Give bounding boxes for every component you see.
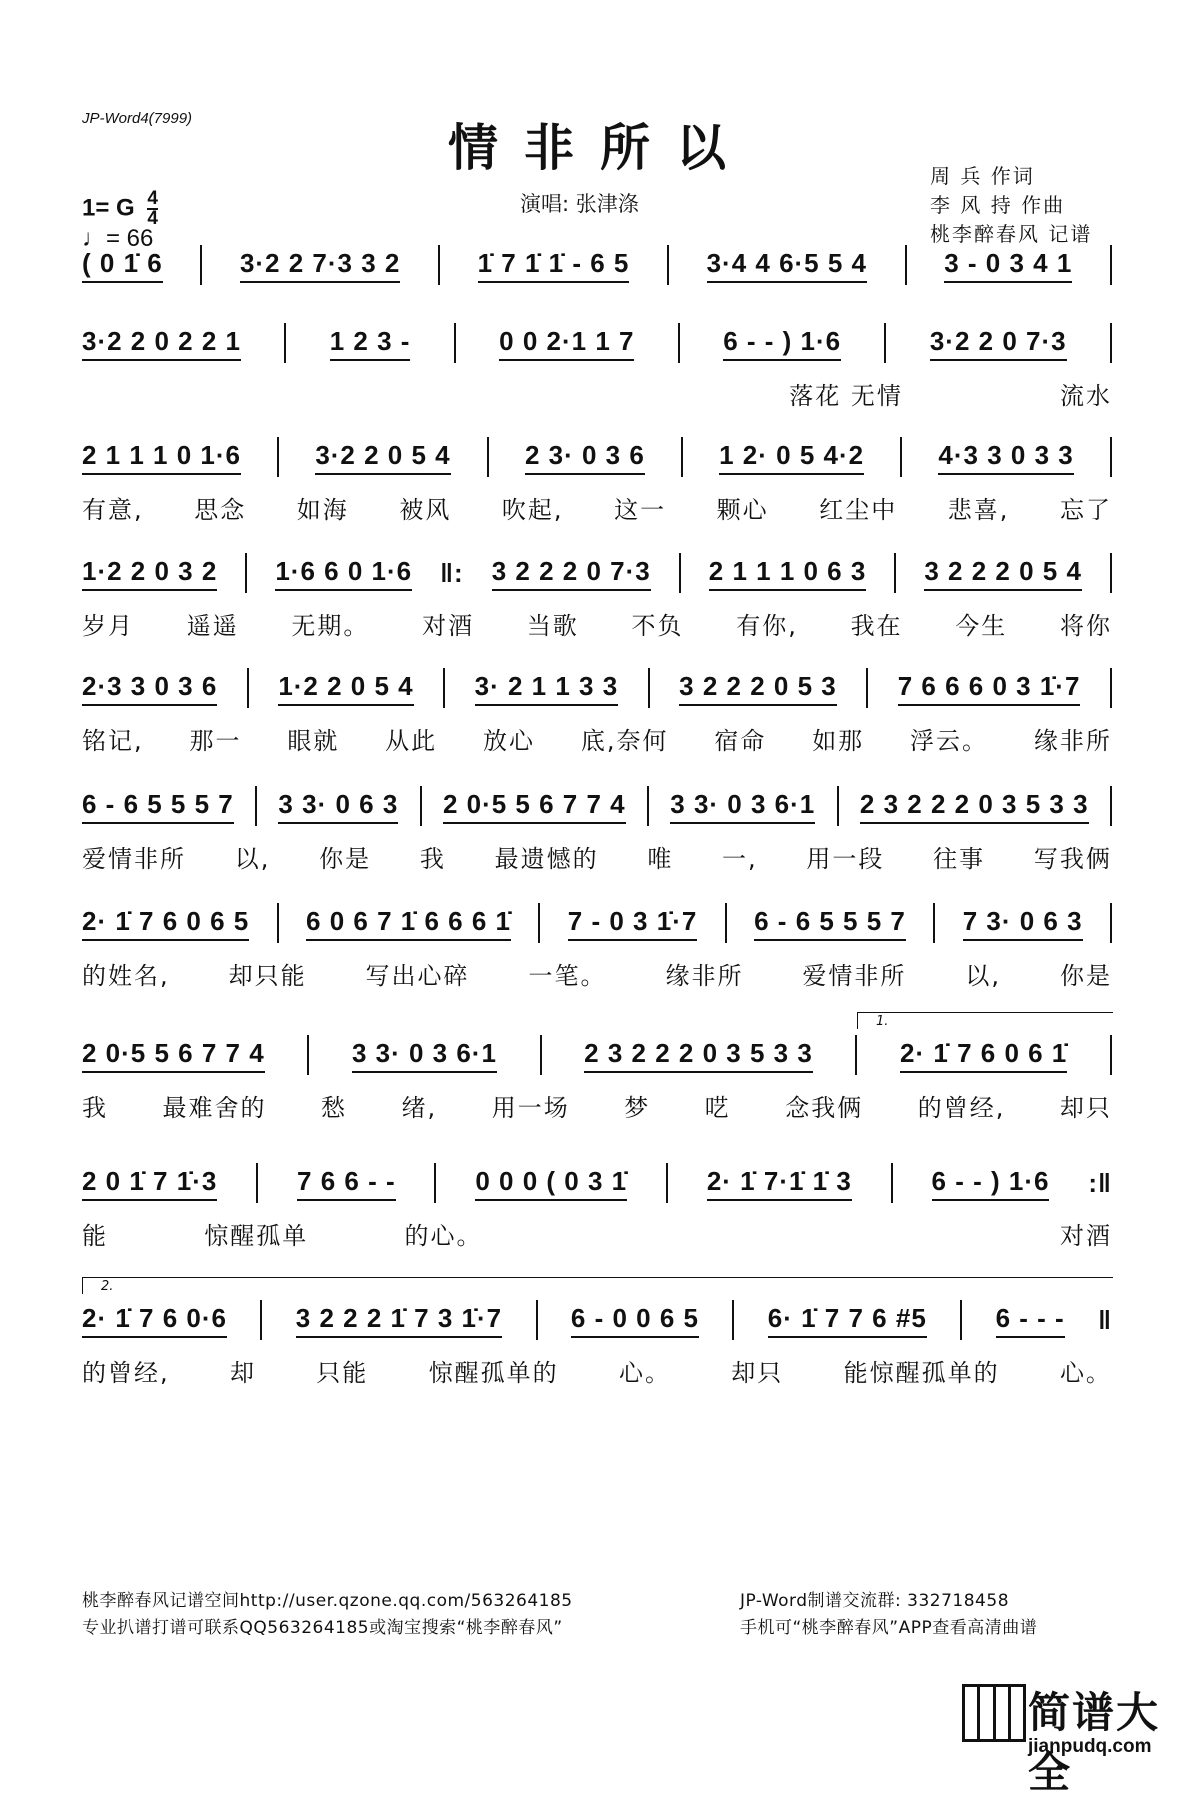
- measure-notes: 6· 1̇ 7 7 6 #5: [768, 1303, 927, 1338]
- measure-notes: 1·2 2 0 5 4: [278, 671, 413, 706]
- measure-notes: 7 6 6 6 0 3 1̇·7: [898, 671, 1081, 706]
- barline: [277, 903, 279, 943]
- barline: [1110, 903, 1112, 943]
- quarter-note-icon: ♩: [82, 225, 106, 252]
- barline: [540, 1035, 542, 1075]
- lyric-word: 写我俩: [1033, 845, 1112, 873]
- measure-notes: 3 - 0 3 4 1: [944, 248, 1072, 283]
- key-signature: [82, 190, 158, 228]
- measure-notes: 2·3 3 0 3 6: [82, 671, 217, 706]
- lyric-word: 的心。: [404, 1222, 483, 1250]
- site-logo: [962, 1680, 1198, 1797]
- lyric-word: 我: [82, 1094, 108, 1122]
- barline: [538, 903, 540, 943]
- barline: [666, 1163, 668, 1203]
- lyric-word: 用一段: [806, 845, 885, 873]
- lyric-word: 爱情非所: [802, 962, 907, 990]
- barline: [900, 437, 902, 477]
- barline: [536, 1300, 538, 1340]
- lyric-word: 的姓名,: [82, 962, 170, 990]
- measure-notes: 7 6 6 - -: [297, 1166, 396, 1201]
- lyric-word: 写出心碎: [365, 962, 470, 990]
- notes-line: [82, 781, 1112, 831]
- barline: [443, 668, 445, 708]
- notes-line: [82, 1030, 1112, 1080]
- software-label: JP-Word4(7999): [82, 110, 193, 127]
- lyric-word: 能惊醒孤单的: [843, 1359, 1000, 1387]
- lyric-word: 被风: [399, 496, 452, 524]
- barline: [725, 903, 727, 943]
- lyric-word: 唯: [647, 845, 674, 873]
- lyric-word: 今生: [955, 612, 1008, 640]
- repeat-barline: :‖: [1088, 1167, 1112, 1198]
- barline: [1110, 437, 1112, 477]
- lyrics-line: [82, 956, 1112, 991]
- lyric-word: 最遗憾的: [494, 845, 599, 873]
- time-top: 4: [147, 188, 158, 209]
- barline: [420, 786, 422, 826]
- measure-notes: 3 2 2 2 0 7·3: [492, 556, 651, 591]
- lyricist-credit: 周 兵 作词: [930, 164, 1035, 188]
- footer-left: [82, 1588, 573, 1642]
- measure-notes: 3 2 2 2 0 5 3: [679, 671, 837, 706]
- lyric-word: 惊醒孤单的: [428, 1359, 559, 1387]
- lyric-word: 我在: [850, 612, 903, 640]
- barline: [1110, 323, 1112, 363]
- measure-notes: 3 3· 0 3 6·1: [670, 789, 815, 824]
- barline: [1110, 668, 1112, 708]
- lyric-word: 缘非所: [1033, 727, 1112, 755]
- measure-notes: 2 0·5 5 6 7 7 4: [82, 1038, 265, 1073]
- lyric-word: 不负: [631, 612, 684, 640]
- lyric-word: 往事: [933, 845, 986, 873]
- barline: [855, 1035, 857, 1075]
- lyric-word: 这一: [614, 496, 667, 524]
- measure-notes: 6 - - ) 1·6: [932, 1166, 1050, 1201]
- measure-notes: 3·2 2 7·3 3 2: [240, 248, 400, 283]
- measure-notes: 3·2 2 0 7·3: [930, 326, 1067, 361]
- notes-line: [82, 1158, 1112, 1208]
- measure-notes: 6 - 0 0 6 5: [571, 1303, 699, 1338]
- lyrics-line: [82, 1216, 1112, 1251]
- barline: [277, 437, 279, 477]
- lyrics-line: [82, 1353, 1112, 1388]
- lyrics-line: [82, 606, 1112, 641]
- measure-notes: 7 - 0 3 1̇·7: [568, 906, 698, 941]
- measure-notes: ( 0 1̇ 6: [82, 248, 163, 283]
- lyric-word: 我: [419, 845, 446, 873]
- lyric-word: 爱情非所: [82, 845, 186, 873]
- lyric-word: 一,: [722, 845, 758, 873]
- lyric-word: 心。: [1059, 1359, 1112, 1387]
- barline: [1110, 786, 1112, 826]
- barline: [438, 245, 440, 285]
- barline: [200, 245, 202, 285]
- lyric-word: 对酒: [422, 612, 475, 640]
- measure-notes: 2 0 1̇ 7 1̇·3: [82, 1166, 217, 1201]
- notes-line: [82, 318, 1112, 368]
- measure-notes: 4·3 3 0 3 3: [938, 440, 1073, 475]
- repeat-barline: ‖: [1098, 1304, 1112, 1335]
- lyric-word: 你是: [319, 845, 372, 873]
- song-title: 情非所以: [448, 118, 752, 177]
- piano-keys-icon: [962, 1684, 1026, 1742]
- lyric-word: 颗心: [716, 496, 769, 524]
- barline: [894, 553, 896, 593]
- lyric-word: 最难舍的: [162, 1094, 267, 1122]
- volta-bracket: [857, 1012, 1113, 1029]
- footer-left-line1: 桃李醉春风记谱空间http://user.qzone.qq.com/563264185: [82, 1591, 573, 1611]
- measure-notes: 3 2 2 2 1̇ 7 3 1̇·7: [296, 1303, 502, 1338]
- time-signature: [147, 190, 158, 228]
- notes-line: [82, 1295, 1112, 1345]
- lyric-word: 缘非所: [665, 962, 744, 990]
- barline: [678, 323, 680, 363]
- lyric-word: 流水: [1060, 382, 1112, 410]
- measure-notes: 1 2 3 -: [330, 326, 411, 361]
- lyric-word: 浮云。: [910, 727, 989, 755]
- notes-line: [82, 898, 1112, 948]
- measure-notes: 6 0 6 7 1̇ 6 6 6 1̇: [306, 906, 511, 941]
- measure-notes: 3 3· 0 3 6·1: [352, 1038, 497, 1073]
- lyric-word: 能: [82, 1222, 108, 1250]
- credits-block: [930, 162, 1092, 249]
- lyric-word: 红尘中: [819, 496, 898, 524]
- lyric-word: 吹起,: [501, 496, 564, 524]
- lyric-word: 一笔。: [528, 962, 607, 990]
- transcriber-credit: 桃李醉春风 记谱: [930, 222, 1093, 246]
- barline: [866, 668, 868, 708]
- lyric-word: 底,奈何: [580, 727, 669, 755]
- lyrics-line: [82, 376, 1112, 411]
- barline: [837, 786, 839, 826]
- barline: [960, 1300, 962, 1340]
- lyric-word: 落花 无情: [789, 382, 903, 410]
- composer-credit: 李 风 持 作曲: [930, 193, 1066, 217]
- lyric-word: 愁: [321, 1094, 348, 1122]
- measure-notes: 0 0 2·1 1 7: [499, 326, 634, 361]
- lyric-word: 只能: [316, 1359, 369, 1387]
- measure-notes: 1·2 2 0 3 2: [82, 556, 217, 591]
- barline: [247, 668, 249, 708]
- lyric-word: 眼就: [287, 727, 340, 755]
- footer-left-line2: 专业扒谱打谱可联系QQ563264185或淘宝搜索“桃李醉春风”: [82, 1618, 563, 1638]
- lyrics-line: [82, 1088, 1112, 1123]
- lyric-word: 如那: [812, 727, 865, 755]
- measure-notes: 2· 1̇ 7·1̇ 1̇ 3: [707, 1166, 852, 1201]
- barline: [647, 786, 649, 826]
- measure-notes: 2 1 1 1 0 1·6: [82, 440, 241, 475]
- barline: [933, 903, 935, 943]
- lyric-word: 有意,: [82, 496, 144, 524]
- footer-right: [740, 1588, 1037, 1642]
- lyric-word: 当歌: [526, 612, 579, 640]
- barline: [434, 1163, 436, 1203]
- barline: [648, 668, 650, 708]
- lyric-word: 你是: [1059, 962, 1112, 990]
- measure-notes: 2· 1̇ 7 6 0·6: [82, 1303, 227, 1338]
- logo-name: 简谱大全: [1028, 1688, 1161, 1797]
- measure-notes: 2 3· 0 3 6: [525, 440, 645, 475]
- barline: [307, 1035, 309, 1075]
- lyric-word: 用一场: [491, 1094, 570, 1122]
- barline: [1110, 1035, 1112, 1075]
- notes-line: [82, 548, 1112, 598]
- lyric-word: 如海: [296, 496, 349, 524]
- lyric-word: 绪,: [401, 1094, 438, 1122]
- repeat-barline: ‖:: [440, 557, 464, 588]
- lyric-word: 遥遥: [186, 612, 239, 640]
- barline: [256, 1163, 258, 1203]
- measure-notes: 3·4 4 6·5 5 4: [707, 248, 867, 283]
- barline: [260, 1300, 262, 1340]
- measure-notes: 6 - 6 5 5 5 7: [754, 906, 906, 941]
- lyric-word: 惊醒孤单: [204, 1222, 309, 1250]
- barline: [1110, 245, 1112, 285]
- measure-notes: 1̇ 7 1̇ 1̇ - 6 5: [478, 248, 630, 283]
- volta-bracket: [82, 1277, 1113, 1294]
- lyric-word: 的曾经,: [82, 1359, 170, 1387]
- measure-notes: 2 0·5 5 6 7 7 4: [443, 789, 626, 824]
- lyric-word: 岁月: [82, 612, 134, 640]
- lyric-word: 心。: [618, 1359, 671, 1387]
- barline: [905, 245, 907, 285]
- lyric-word: 宿命: [714, 727, 767, 755]
- lyrics-line: [82, 721, 1112, 756]
- measure-notes: 3·2 2 0 5 4: [315, 440, 450, 475]
- lyric-word: 梦: [624, 1094, 651, 1122]
- lyric-word: 的曾经,: [917, 1094, 1006, 1122]
- lyric-word: 有你,: [736, 612, 798, 640]
- lyric-word: 悲喜,: [947, 496, 1010, 524]
- measure-notes: 1·6 6 0 1·6: [275, 556, 412, 591]
- barline: [679, 553, 681, 593]
- barline: [667, 245, 669, 285]
- measure-notes: 2 3 2 2 2 0 3 5 3 3: [584, 1038, 813, 1073]
- lyric-word: 将你: [1059, 612, 1112, 640]
- lyric-word: 以,: [234, 845, 271, 873]
- measure-notes: 1 2· 0 5 4·2: [719, 440, 864, 475]
- volta-number: 1.: [876, 1014, 889, 1029]
- measure-notes: 3·2 2 0 2 2 1: [82, 326, 241, 361]
- lyric-word: 放心: [483, 727, 536, 755]
- lyric-word: 以,: [965, 962, 1001, 990]
- singer-credit: 演唱: 张津涤: [520, 192, 639, 216]
- measure-notes: 6 - - ) 1·6: [723, 326, 841, 361]
- measure-notes: 2 1 1 1 0 6 3: [709, 556, 867, 591]
- notes-line: [82, 663, 1112, 713]
- barline: [284, 323, 286, 363]
- barline: [732, 1300, 734, 1340]
- measure-notes: 7 3· 0 6 3: [963, 906, 1083, 941]
- lyric-word: 却: [229, 1359, 256, 1387]
- lyric-word: 无期。: [291, 612, 370, 640]
- measure-notes: 2 3 2 2 2 0 3 5 3 3: [860, 789, 1089, 824]
- logo-url: jianpudq.com: [1028, 1736, 1152, 1757]
- lyric-word: 却只能: [228, 962, 307, 990]
- measure-notes: 3· 2 1 1 3 3: [475, 671, 619, 706]
- barline: [884, 323, 886, 363]
- tempo-value: = 66: [106, 225, 154, 252]
- barline: [454, 323, 456, 363]
- measure-notes: 3 2 2 2 0 5 4: [924, 556, 1082, 591]
- lyric-word: 呓: [704, 1094, 731, 1122]
- lyric-word: 思念: [194, 496, 247, 524]
- lyric-word: 从此: [385, 727, 438, 755]
- barline: [245, 553, 247, 593]
- measure-notes: 2· 1̇ 7 6 0 6 1̇: [900, 1038, 1067, 1073]
- barline: [255, 786, 257, 826]
- measure-notes: 6 - - -: [996, 1303, 1065, 1338]
- time-bottom: 4: [147, 208, 158, 229]
- lyrics-line: [82, 839, 1112, 874]
- footer-right-line2: 手机可“桃李醉春风”APP查看高清曲谱: [740, 1618, 1038, 1638]
- measure-notes: 0 0 0 ( 0 3 1̇: [475, 1166, 627, 1201]
- lyric-word: 却只: [731, 1359, 784, 1387]
- measure-notes: 2· 1̇ 7 6 0 6 5: [82, 906, 249, 941]
- barline: [487, 437, 489, 477]
- lyric-word: 忘了: [1059, 496, 1112, 524]
- measure-notes: 6 - 6 5 5 5 7: [82, 789, 234, 824]
- measure-notes: 3 3· 0 6 3: [278, 789, 398, 824]
- key-label: 1= G: [82, 194, 135, 222]
- volta-number: 2.: [101, 1279, 114, 1294]
- notes-line: [82, 240, 1112, 290]
- barline: [891, 1163, 893, 1203]
- footer-right-line1: JP-Word制谱交流群: 332718458: [740, 1591, 1010, 1611]
- lyric-word: 那一: [189, 727, 242, 755]
- lyrics-line: [82, 490, 1112, 525]
- barline: [681, 437, 683, 477]
- barline: [1110, 553, 1112, 593]
- lyric-word: 念我俩: [785, 1094, 864, 1122]
- notes-line: [82, 432, 1112, 482]
- lyric-word: 铭记,: [82, 727, 144, 755]
- lyric-word: 对酒: [1060, 1222, 1112, 1250]
- lyric-word: 却只: [1059, 1094, 1112, 1122]
